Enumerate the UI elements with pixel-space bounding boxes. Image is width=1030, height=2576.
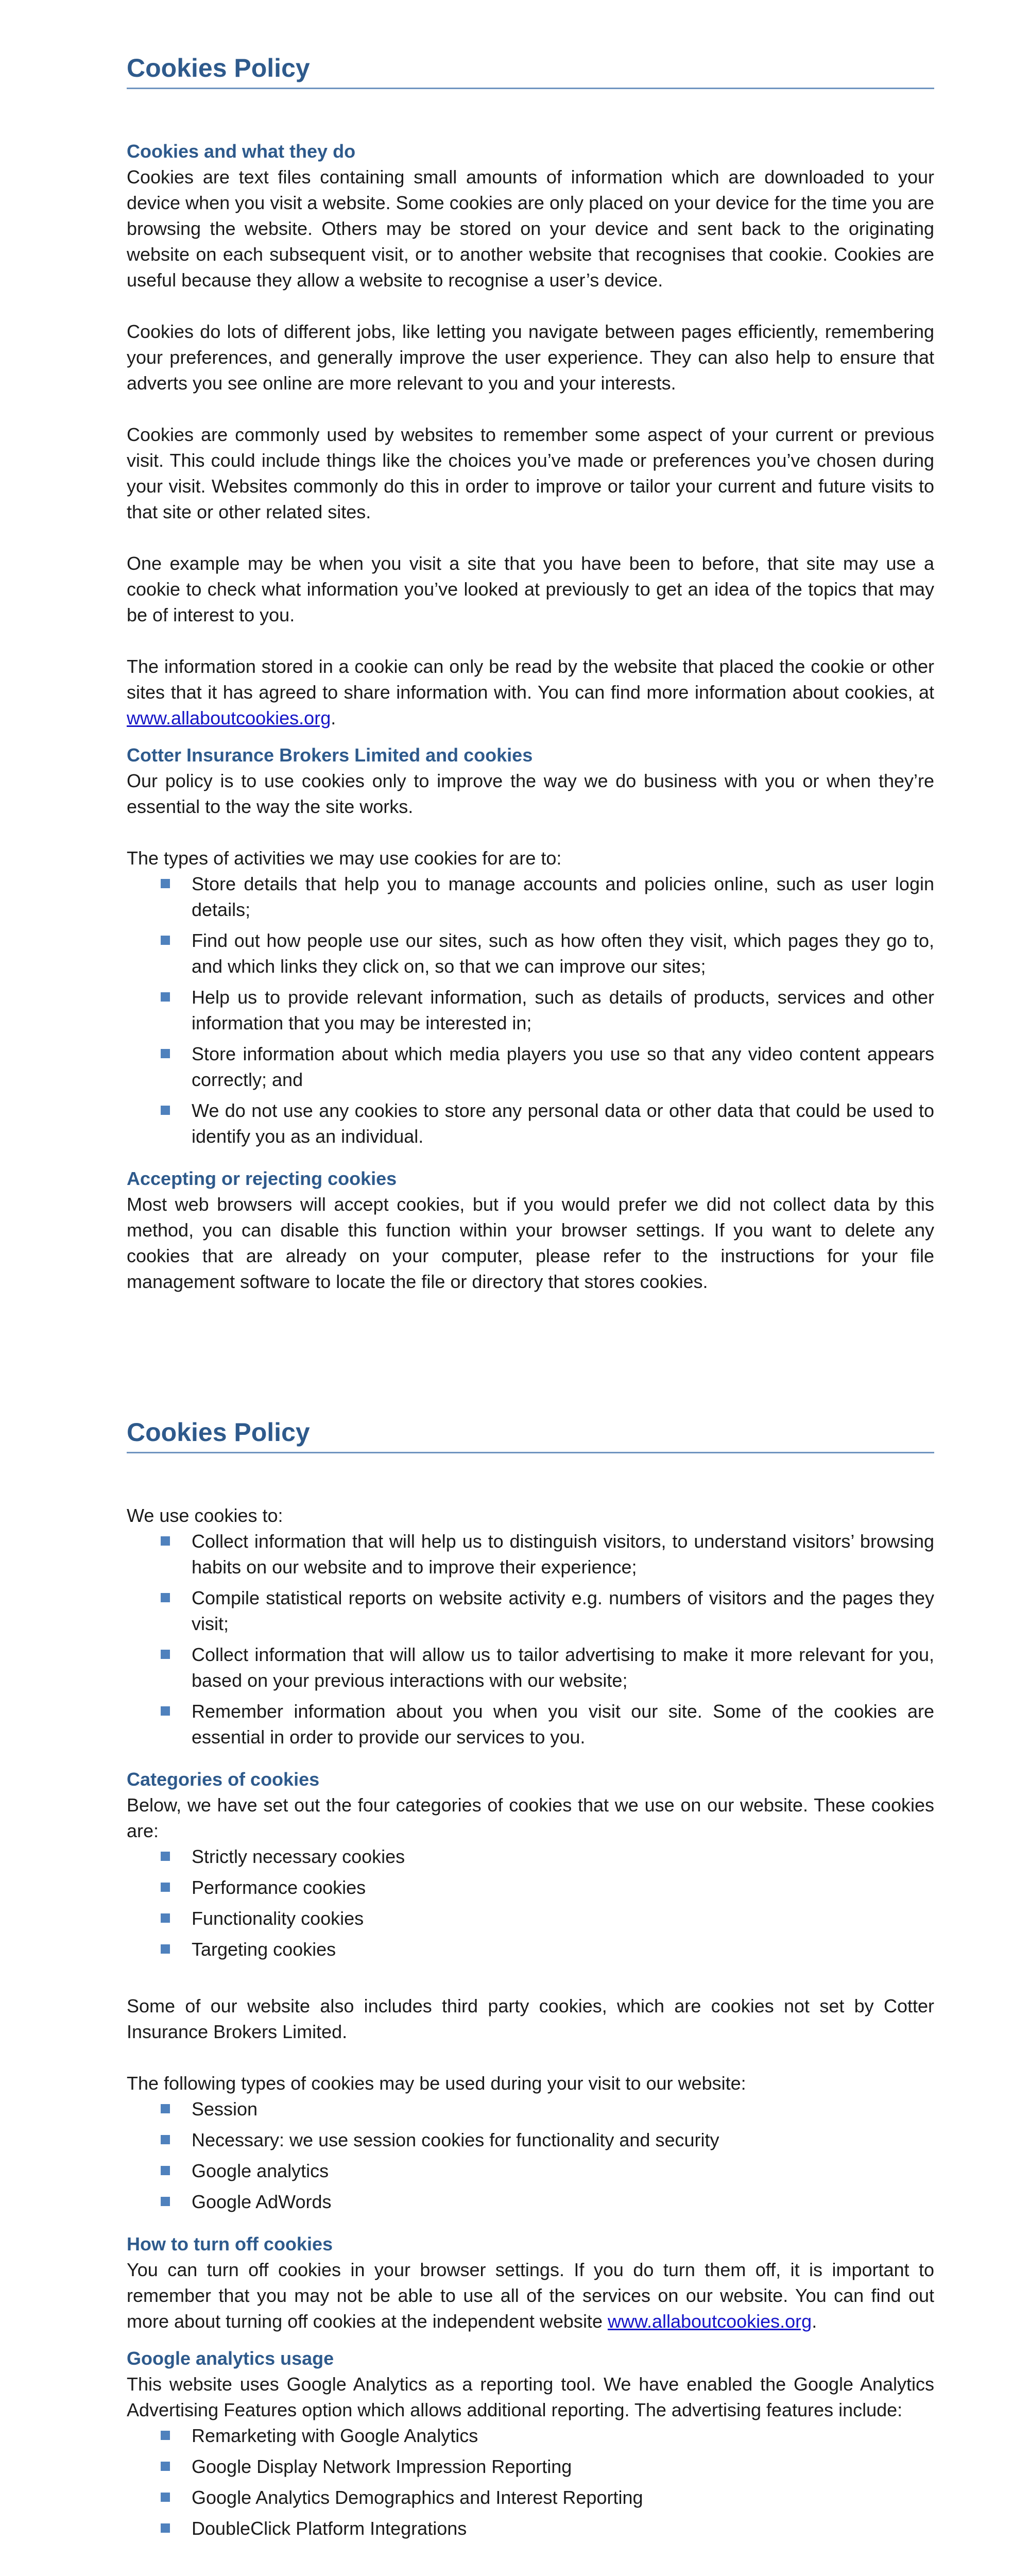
list-item	[127, 2096, 934, 2122]
list-item	[127, 1844, 934, 1870]
list-item	[127, 1642, 934, 1693]
list-item-text: DoubleClick Platform Integrations	[192, 2518, 467, 2539]
square-bullet-icon	[161, 2104, 170, 2113]
square-bullet-icon	[161, 936, 170, 945]
square-bullet-icon	[161, 2135, 170, 2144]
paragraph-text: The information stored in a cookie can only be read by the website that placed the cookie or other sites that it has agreed to share information with. You can find more information about cookies, at	[127, 656, 934, 703]
list-item-text: Session	[192, 2098, 258, 2120]
list-item	[127, 1098, 934, 1149]
list-item	[127, 1699, 934, 1750]
section-heading-cotter-and-cookies: Cotter Insurance Brokers Limited and cookies	[127, 744, 533, 766]
paragraph-text: You can turn off cookies in your browser settings. If you do turn them off, it is important to remember that you may not be able to use all of the services on our website. You can find out more about turning off cookies at the independent website	[127, 2259, 934, 2332]
section-heading-google-analytics-usage: Google analytics usage	[127, 2348, 334, 2369]
list-item-text: Google analytics	[192, 2160, 329, 2181]
list-item	[127, 2158, 934, 2184]
list-item	[127, 2189, 934, 2215]
allaboutcookies-link[interactable]: www.allaboutcookies.org	[127, 707, 331, 728]
square-bullet-icon	[161, 1593, 170, 1602]
paragraph: Some of our website also includes third party cookies, which are cookies not set by Cotter Insurance Brokers Limited.	[127, 1995, 934, 2042]
list-item-text: Remarketing with Google Analytics	[192, 2425, 478, 2446]
paragraph: This website uses Google Analytics as a reporting tool. We have enabled the Google Analytics Advertising Features option which allows additional reporting. The advertising features include:	[127, 2374, 934, 2420]
list-item-text: Help us to provide relevant information, such as details of products, services and other information that you may be interested in;	[192, 987, 934, 1033]
list-item-text: We do not use any cookies to store any personal data or other data that could be used to identify you as an individual.	[192, 1100, 934, 1147]
paragraph: One example may be when you visit a site that you have been to before, that site may use a cookie to check what information you’ve looked at previously to get an idea of the topics that may be of interest to you.	[127, 553, 934, 625]
cookie-category-list	[127, 1844, 934, 1962]
list-item-text: Strictly necessary cookies	[192, 1846, 405, 1867]
square-bullet-icon	[161, 1852, 170, 1861]
list-item-text: Collect information that will help us to distinguish visitors, to understand visitors’ browsing habits on our website and to improve their experience;	[192, 1531, 934, 1578]
paragraph: Cookies are commonly used by websites to remember some aspect of your current or previous visit. This could include things like the choices you’ve made or preferences you’ve chosen during your visit. Websites commonly do this in order to improve or tailor your current and future visits to that site or other related sites.	[127, 424, 934, 522]
list-item-text: Google AdWords	[192, 2191, 332, 2212]
list-item-text: Targeting cookies	[192, 1939, 336, 1960]
list-item-text: Store details that help you to manage accounts and policies online, such as user login details;	[192, 873, 934, 920]
list-item-text: Compile statistical reports on website activity e.g. numbers of visitors and the pages they visit;	[192, 1587, 934, 1634]
section-heading-accepting-or-rejecting: Accepting or rejecting cookies	[127, 1168, 397, 1189]
allaboutcookies-link[interactable]: www.allaboutcookies.org	[607, 2311, 812, 2332]
square-bullet-icon	[161, 1706, 170, 1716]
list-item	[127, 2485, 934, 2511]
square-bullet-icon	[161, 1536, 170, 1546]
paragraph: Cookies are text files containing small amounts of information which are downloaded to your device when you visit a website. Some cookies are only placed on your device for the time you are browsing the website. Others may be stored on your device and sent back to the originating website on each subsequent visit, or to another website that recognises that cookie. Cookies are useful because they allow a website to recognise a user’s device.	[127, 166, 934, 291]
section-heading-how-to-turn-off-cookies: How to turn off cookies	[127, 2233, 333, 2255]
square-bullet-icon	[161, 1106, 170, 1115]
list-item	[127, 2516, 934, 2541]
square-bullet-icon	[161, 2431, 170, 2440]
list-item	[127, 985, 934, 1036]
square-bullet-icon	[161, 879, 170, 888]
cookie-type-list	[127, 2096, 934, 2215]
square-bullet-icon	[161, 2462, 170, 2471]
list-item-text: Find out how people use our sites, such as how often they visit, which pages they go to, and which links they click on, so that we can improve our sites;	[192, 930, 934, 977]
list-item	[127, 871, 934, 923]
list-item-text: Functionality cookies	[192, 1908, 364, 1929]
section-heading-cookies-and-what-they-do: Cookies and what they do	[127, 141, 356, 162]
paragraph: The following types of cookies may be used during your visit to our website:	[127, 2073, 746, 2094]
square-bullet-icon	[161, 2493, 170, 2502]
list-item	[127, 1041, 934, 1093]
list-item-text: Collect information that will allow us to tailor advertising to make it more relevant for you, based on your previous interactions with our website;	[192, 1644, 934, 1691]
paragraph: The types of activities we may use cookies for are to:	[127, 848, 562, 869]
page-title: Cookies Policy	[127, 1416, 934, 1453]
list-item-text: Store information about which media players you use so that any video content appears correctly; and	[192, 1043, 934, 1090]
paragraph: Our policy is to use cookies only to improve the way we do business with you or when they’re essential to the way the site works.	[127, 770, 934, 817]
paragraph	[127, 2257, 934, 2334]
paragraph-text: .	[812, 2311, 817, 2332]
cookie-use-list	[127, 1529, 934, 1750]
activity-list	[127, 871, 934, 1149]
square-bullet-icon	[161, 2523, 170, 2533]
square-bullet-icon	[161, 1650, 170, 1659]
paragraph: Below, we have set out the four categories of cookies that we use on our website. These cookies are:	[127, 1794, 934, 1841]
square-bullet-icon	[161, 992, 170, 1002]
paragraph	[127, 654, 934, 731]
list-item	[127, 1937, 934, 1962]
list-item	[127, 2454, 934, 2480]
list-item	[127, 1585, 934, 1637]
list-item-text: Performance cookies	[192, 1877, 366, 1898]
advertising-feature-list	[127, 2423, 934, 2541]
page-1	[127, 52, 934, 1295]
square-bullet-icon	[161, 2197, 170, 2206]
paragraph: We use cookies to:	[127, 1505, 283, 1526]
square-bullet-icon	[161, 1883, 170, 1892]
list-item-text: Google Display Network Impression Reporting	[192, 2456, 572, 2477]
square-bullet-icon	[161, 1913, 170, 1923]
paragraph: Most web browsers will accept cookies, but if you would prefer we did not collect data by this method, you can disable this function within your browser settings. If you want to delete any cookies that are already on your computer, please refer to the instructions for your file management software to locate the file or directory that stores cookies.	[127, 1194, 934, 1292]
page-2	[127, 1416, 934, 2547]
page-title: Cookies Policy	[127, 52, 934, 89]
paragraph-text: .	[331, 707, 336, 728]
list-item	[127, 2127, 934, 2153]
list-item-text: Necessary: we use session cookies for functionality and security	[192, 2129, 719, 2150]
list-item	[127, 1906, 934, 1931]
square-bullet-icon	[161, 1944, 170, 1954]
list-item-text: Remember information about you when you visit our site. Some of the cookies are essential in order to provide our services to you.	[192, 1701, 934, 1748]
list-item	[127, 1529, 934, 1580]
section-heading-categories-of-cookies: Categories of cookies	[127, 1769, 320, 1790]
paragraph: Cookies do lots of different jobs, like letting you navigate between pages efficiently, remembering your preferences, and generally improve the user experience. They can also help to ensure that adverts you see online are more relevant to you and your interests.	[127, 321, 934, 394]
list-item	[127, 928, 934, 979]
list-item-text: Google Analytics Demographics and Interest Reporting	[192, 2487, 643, 2508]
list-item	[127, 2423, 934, 2449]
list-item	[127, 1875, 934, 1901]
square-bullet-icon	[161, 1049, 170, 1058]
square-bullet-icon	[161, 2166, 170, 2175]
